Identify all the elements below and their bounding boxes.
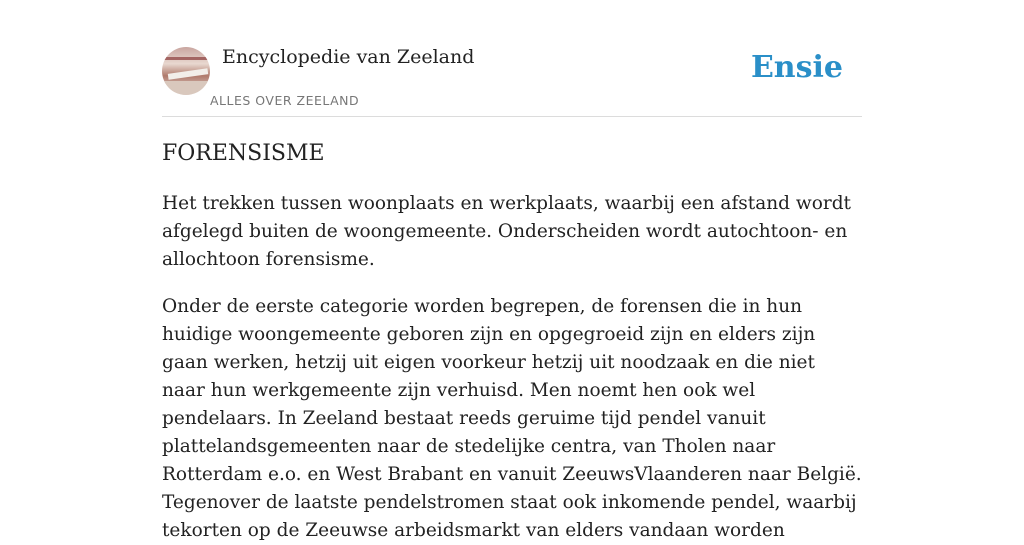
- page-container: [162, 0, 862, 545]
- site-header: [162, 0, 862, 117]
- avatar-image-detail: [168, 68, 208, 80]
- entry-paragraph: Onder de eerste categorie worden begrepen, de forensen die in hun huidige woongemeente geboren zijn en opgegroeid zijn en elders zijn gaan werken, hetzij uit eigen voorkeur hetzij uit noodzaak en die niet naar hun werkgemeente zijn verhuisd. Men noemt hen ook wel pendelaars. In Zeeland bestaat reeds geruime tijd pendel vanuit plattelandsgemeenten naar de stedelijke centra, van Tholen naar Rotterdam e.o. en West Brabant en vanuit ZeeuwsVlaanderen naar België. Tegenover de laatste pendelstromen staat ook inkomende pendel, waarbij tekorten op de Zeeuwse arbeidsmarkt van elders vandaan worden: [162, 296, 862, 541]
- avatar-image-detail: [162, 57, 210, 60]
- site-avatar[interactable]: [162, 47, 210, 95]
- ensie-logo-link[interactable]: Ensie: [750, 50, 843, 85]
- site-title-link[interactable]: Encyclopedie van Zeeland: [222, 46, 475, 68]
- site-tagline: ALLES OVER ZEELAND: [210, 93, 360, 108]
- entry-paragraph: Het trekken tussen woonplaats en werkplaats, waarbij een afstand wordt afgelegd buiten de woongemeente. Onderscheiden wordt autochtoon- en allochtoon forensisme.: [162, 193, 851, 270]
- entry-title: FORENSISME: [162, 141, 325, 166]
- avatar-image-detail: [162, 81, 210, 95]
